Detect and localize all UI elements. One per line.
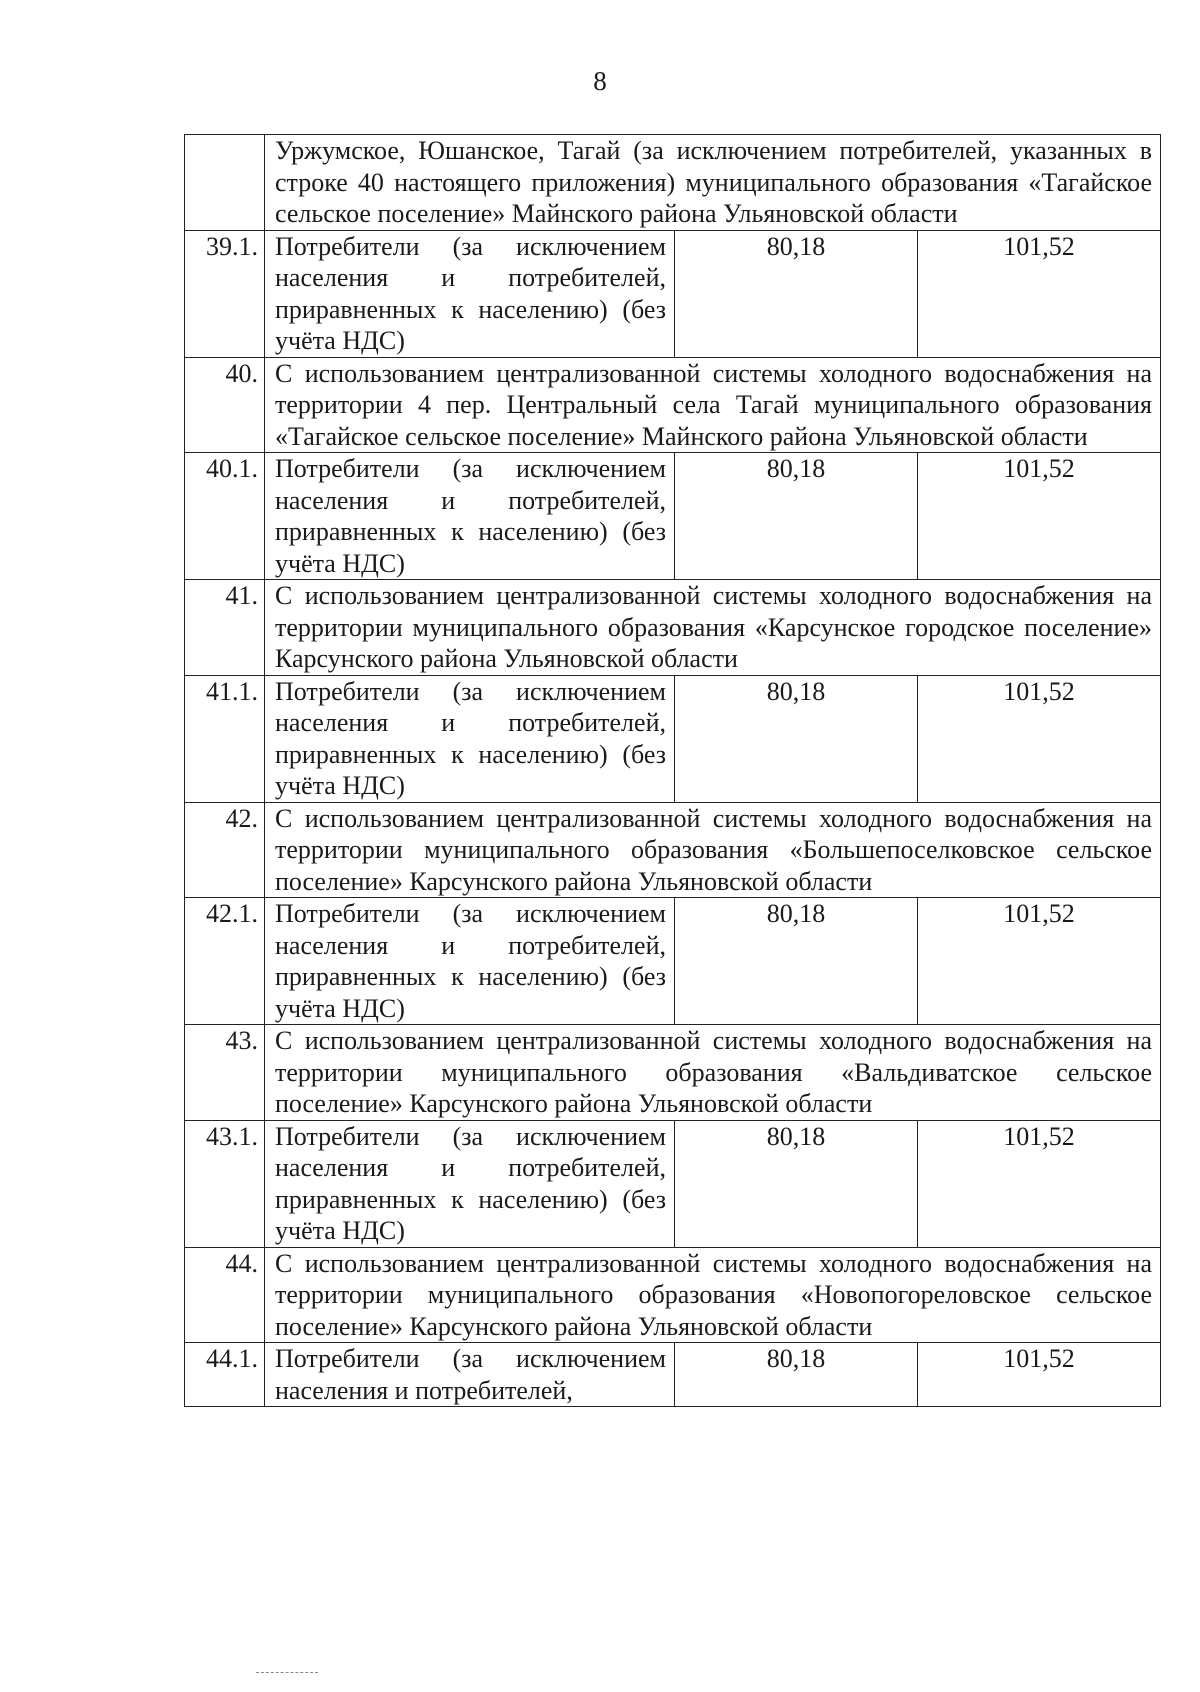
- row-description: Потребители (за исключением населения и потребителей, приравненных к населению) (без учёта НДС): [265, 898, 675, 1025]
- table-row: [185, 1247, 1161, 1343]
- tariff-value-2: 101,52: [918, 230, 1161, 357]
- row-description: С использованием централизованной системы холодного водоснабжения на территории муниципального образования «Новопогореловское сельское поселение» Карсунского района Ульяновской области: [265, 1247, 1161, 1343]
- table-row: [185, 453, 1161, 580]
- tariff-value-1: 80,18: [675, 230, 918, 357]
- table-row: [185, 1025, 1161, 1121]
- row-number: 43.1.: [185, 1120, 265, 1247]
- row-number: 39.1.: [185, 230, 265, 357]
- tariff-table: [184, 134, 1161, 1407]
- tariff-value-2: 101,52: [918, 898, 1161, 1025]
- row-number: 44.: [185, 1247, 265, 1343]
- tariff-value-2: 101,52: [918, 1120, 1161, 1247]
- table-row: [185, 802, 1161, 898]
- tariff-value-1: 80,18: [675, 1343, 918, 1407]
- row-number: 40.1.: [185, 453, 265, 580]
- table-row: [185, 675, 1161, 802]
- row-description: Уржумское, Юшанское, Тагай (за исключением потребителей, указанных в строке 40 настоящего приложения) муниципального образования «Тагайское сельское поселение» Майнского района Ульяновской области: [265, 135, 1161, 231]
- tariff-value-1: 80,18: [675, 675, 918, 802]
- tariff-value-2: 101,52: [918, 1343, 1161, 1407]
- row-number: 44.1.: [185, 1343, 265, 1407]
- row-number: [185, 135, 265, 231]
- page-number: 8: [593, 66, 607, 96]
- table-row: [185, 230, 1161, 357]
- table-row-continuation: [185, 135, 1161, 231]
- row-number: 41.: [185, 580, 265, 676]
- row-description: Потребители (за исключением населения и потребителей, приравненных к населению) (без учёта НДС): [265, 675, 675, 802]
- table-row: [185, 1343, 1161, 1407]
- table-row: [185, 1120, 1161, 1247]
- row-description: С использованием централизованной системы холодного водоснабжения на территории 4 пер. Центральный села Тагай муниципального образования «Тагайское сельское поселение» Майнского района Ульяновской области: [265, 357, 1161, 453]
- row-number: 42.: [185, 802, 265, 898]
- row-description: С использованием централизованной системы холодного водоснабжения на территории муниципального образования «Вальдиватское сельское поселение» Карсунского района Ульяновской области: [265, 1025, 1161, 1121]
- row-description: Потребители (за исключением населения и потребителей,: [265, 1343, 675, 1407]
- row-description: Потребители (за исключением населения и потребителей, приравненных к населению) (без учёта НДС): [265, 453, 675, 580]
- row-description: С использованием централизованной системы холодного водоснабжения на территории муниципального образования «Большепоселковское сельское поселение» Карсунского района Ульяновской области: [265, 802, 1161, 898]
- row-description: Потребители (за исключением населения и потребителей, приравненных к населению) (без учёта НДС): [265, 230, 675, 357]
- tariff-value-2: 101,52: [918, 675, 1161, 802]
- table-row: [185, 898, 1161, 1025]
- row-number: 42.1.: [185, 898, 265, 1025]
- tariff-value-1: 80,18: [675, 1120, 918, 1247]
- tariff-value-1: 80,18: [675, 453, 918, 580]
- tariff-value-2: 101,52: [918, 453, 1161, 580]
- row-description: С использованием централизованной системы холодного водоснабжения на территории муниципального образования «Карсунское городское поселение» Карсунского района Ульяновской области: [265, 580, 1161, 676]
- table-row: [185, 357, 1161, 453]
- scan-artifact-mark: [256, 1672, 318, 1673]
- row-number: 40.: [185, 357, 265, 453]
- row-description: Потребители (за исключением населения и потребителей, приравненных к населению) (без учёта НДС): [265, 1120, 675, 1247]
- tariff-value-1: 80,18: [675, 898, 918, 1025]
- row-number: 41.1.: [185, 675, 265, 802]
- table-row: [185, 580, 1161, 676]
- row-number: 43.: [185, 1025, 265, 1121]
